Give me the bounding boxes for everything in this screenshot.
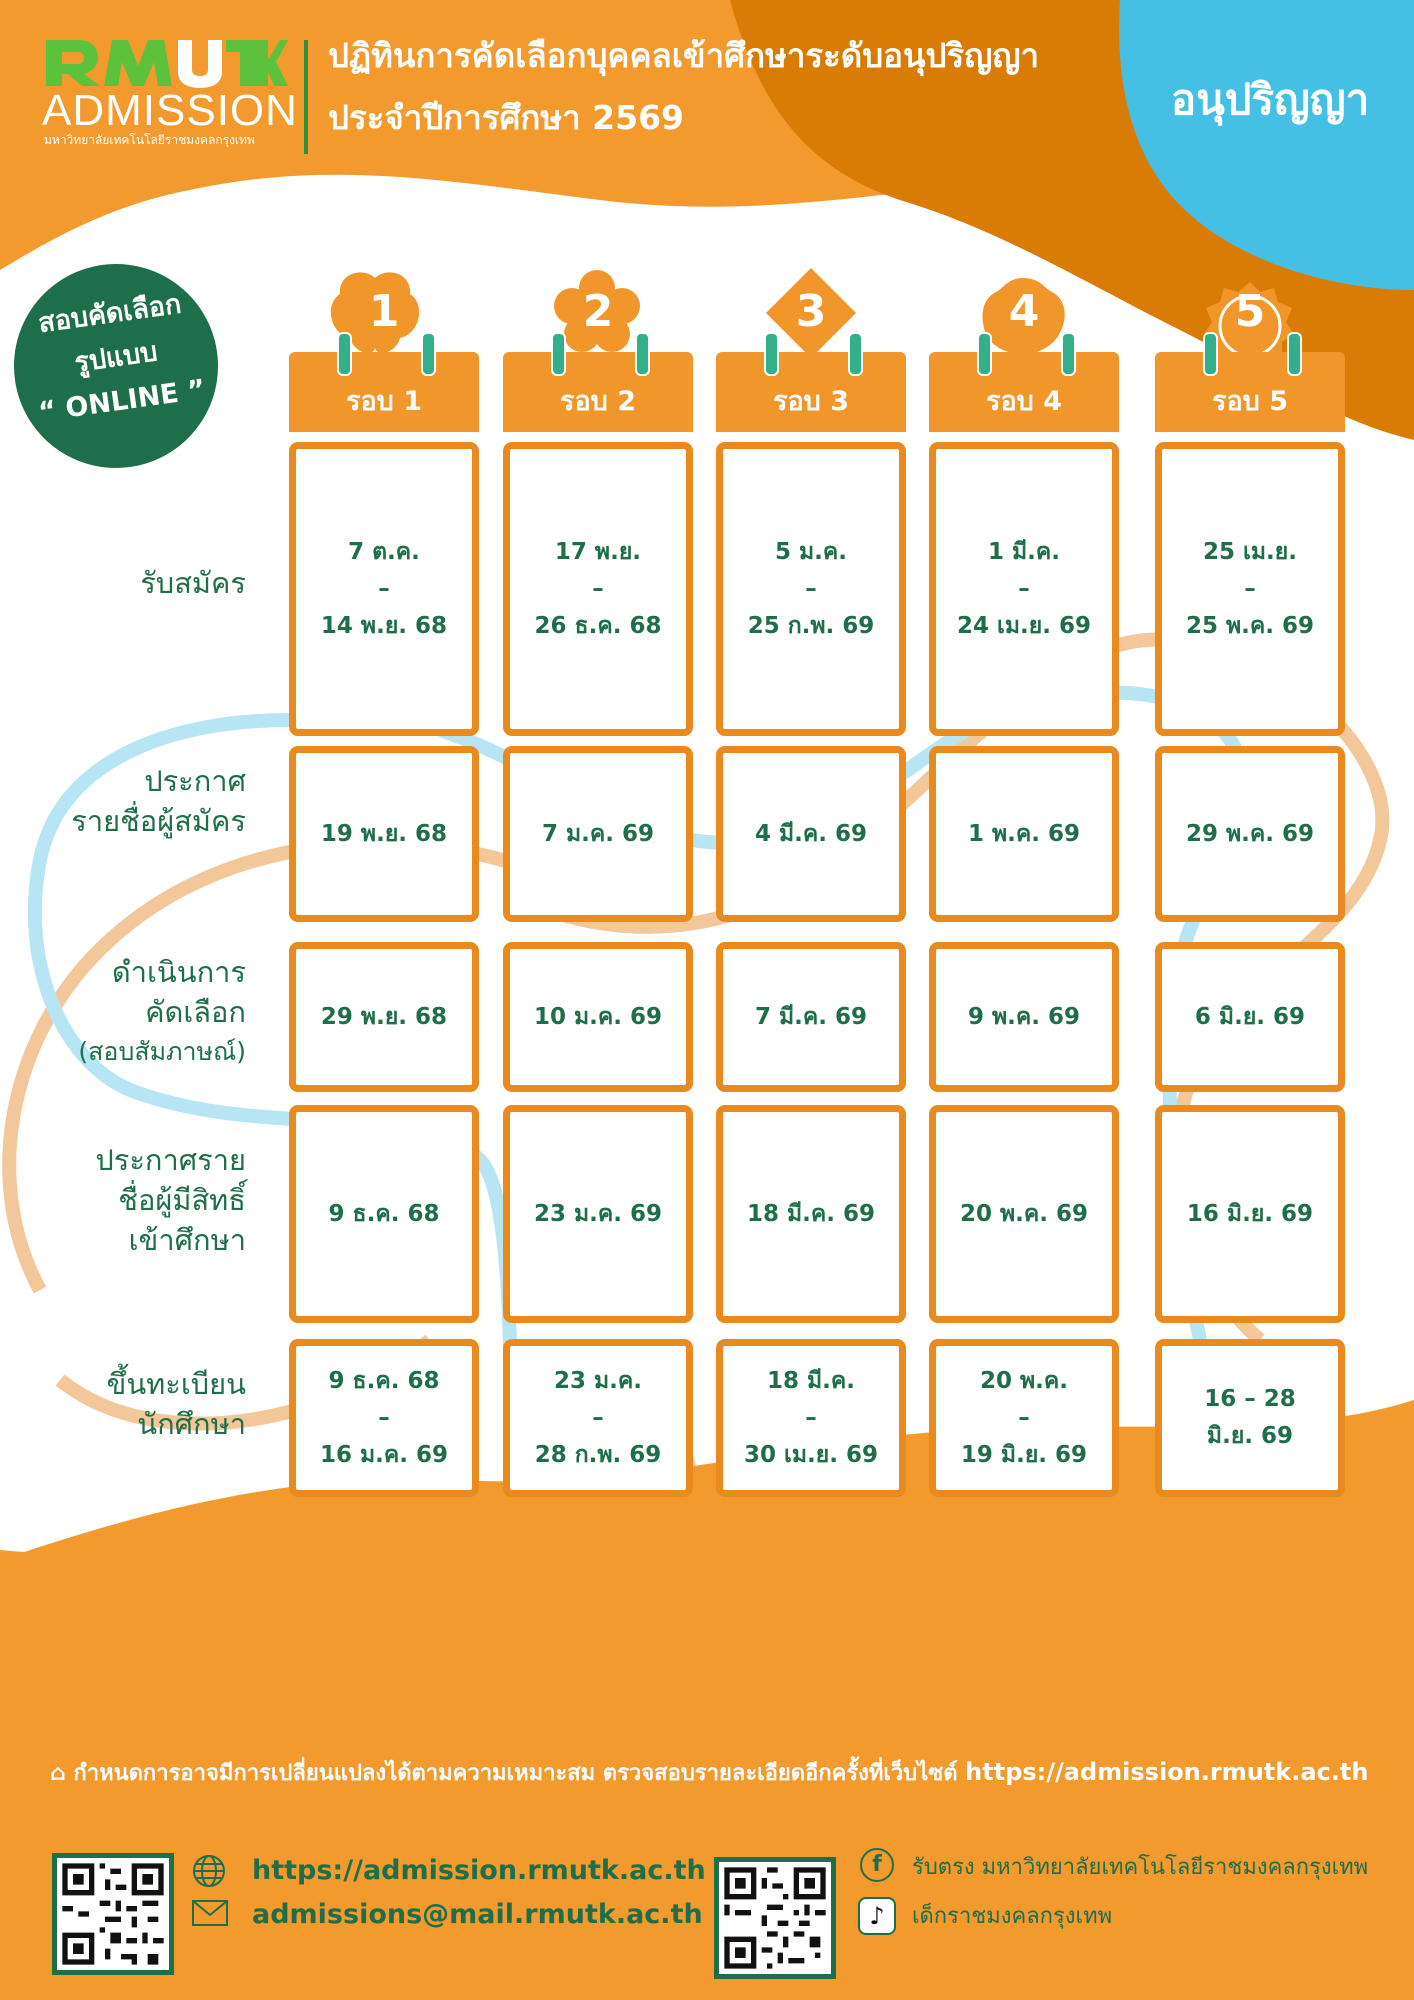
tiktok-account-link[interactable]: เด็กราชมงคลกรุงเทพ [912, 1904, 1113, 1929]
row-label-1 [140, 563, 246, 603]
round-3-label: รอบ 3 [772, 386, 850, 417]
schedule-cell: 20 พ.ค. – 19 มิ.ย. 69 [929, 1339, 1119, 1497]
round-1-tab [289, 352, 479, 432]
row-label-text: ประกาศราย ชื่อผู้มีสิทธิ์ เข้าศึกษา [95, 1143, 246, 1257]
round-1-number: 1 [368, 286, 400, 337]
round-1-label: รอบ 1 [345, 386, 423, 417]
schedule-cell: 6 มิ.ย. 69 [1155, 942, 1345, 1092]
globe-icon [192, 1854, 226, 1888]
row-label-text: รับสมัคร [140, 566, 246, 600]
round-5-tab [1155, 352, 1345, 432]
row-label-4 [95, 1140, 246, 1260]
mail-icon [192, 1900, 228, 1926]
schedule-cell: 1 มี.ค. – 24 เม.ย. 69 [929, 442, 1119, 736]
calendar-ring-icon [1287, 332, 1302, 376]
schedule-cell: 1 พ.ค. 69 [929, 746, 1119, 922]
round-2-tab [503, 352, 693, 432]
email-link[interactable]: admissions@mail.rmutk.ac.th [252, 1899, 703, 1930]
schedule-cell: 5 ม.ค. – 25 ก.พ. 69 [716, 442, 906, 736]
logo-admission-text: ADMISSION [42, 86, 298, 135]
row-label-text: ประกาศ รายชื่อผู้สมัคร [71, 764, 246, 838]
schedule-cell: 29 พ.ย. 68 [289, 942, 479, 1092]
schedule-cell: 18 มี.ค. 69 [716, 1105, 906, 1323]
online-badge-text [6, 278, 226, 437]
schedule-cell: 17 พ.ย. – 26 ธ.ค. 68 [503, 442, 693, 736]
row-label-2 [71, 761, 246, 841]
schedule-cell: 9 ธ.ค. 68 [289, 1105, 479, 1323]
calendar-ring-icon [848, 332, 863, 376]
website-link[interactable]: https://admission.rmutk.ac.th [252, 1855, 706, 1886]
header-divider [304, 40, 308, 154]
level-label: อนุปริญญา [1170, 75, 1370, 124]
row-label-text: ขึ้นทะเบียน นักศึกษา [106, 1367, 246, 1441]
schedule-cell: 25 เม.ย. – 25 พ.ค. 69 [1155, 442, 1345, 736]
schedule-cell: 16 มิ.ย. 69 [1155, 1105, 1345, 1323]
schedule-cell: 23 ม.ค. 69 [503, 1105, 693, 1323]
round-2-number: 2 [582, 286, 614, 337]
calendar-ring-icon [635, 332, 650, 376]
row-label-text: ดำเนินการ คัดเลือก [111, 955, 246, 1029]
round-3-tab [716, 352, 906, 432]
schedule-cell: 9 ธ.ค. 68 – 16 ม.ค. 69 [289, 1339, 479, 1497]
facebook-page-link[interactable]: รับตรง มหาวิทยาลัยเทคโนโลยีราชมงคลกรุงเทพ [912, 1855, 1369, 1880]
schedule-cell: 4 มี.ค. 69 [716, 746, 906, 922]
facebook-icon: f [860, 1848, 894, 1882]
note-icon: ⌂ [50, 1761, 66, 1786]
schedule-note [50, 1757, 1368, 1789]
row-label-3 [78, 952, 246, 1072]
schedule-cell: 10 ม.ค. 69 [503, 942, 693, 1092]
round-5-number: 5 [1234, 286, 1266, 337]
schedule-cell: 20 พ.ค. 69 [929, 1105, 1119, 1323]
schedule-cell: 7 ต.ค. – 14 พ.ย. 68 [289, 442, 479, 736]
round-4-number: 4 [1008, 286, 1040, 337]
schedule-cell: 29 พ.ค. 69 [1155, 746, 1345, 922]
round-5-label: รอบ 5 [1211, 386, 1289, 417]
website-qr-code[interactable] [52, 1853, 174, 1975]
row-label-5 [107, 1364, 246, 1444]
round-3-number: 3 [795, 286, 827, 337]
tiktok-icon: ♪ [858, 1897, 896, 1935]
round-4-tab [929, 352, 1119, 432]
badge-line-3: “ ONLINE ” [36, 374, 208, 429]
schedule-cell: 18 มี.ค. – 30 เม.ย. 69 [716, 1339, 906, 1497]
schedule-cell: 9 พ.ค. 69 [929, 942, 1119, 1092]
schedule-cell: 19 พ.ย. 68 [289, 746, 479, 922]
row-sublabel-text: (สอบสัมภาษณ์) [78, 1037, 246, 1066]
rmutk-logo [42, 36, 288, 90]
schedule-cell: 7 มี.ค. 69 [716, 942, 906, 1092]
schedule-cell: 23 ม.ค. – 28 ก.พ. 69 [503, 1339, 693, 1497]
social-qr-code[interactable] [714, 1857, 836, 1979]
schedule-cell: 16 – 28 มิ.ย. 69 [1155, 1339, 1345, 1497]
note-text: กำหนดการอาจมีการเปลี่ยนแปลงได้ตามความเหมาะสม ตรวจสอบรายละเอียดอีกครั้งที่เว็บไซต์ [73, 1761, 958, 1786]
badge-line-1: สอบคัดเลือก [36, 288, 184, 340]
round-4-label: รอบ 4 [985, 386, 1063, 417]
note-url-link[interactable]: https://admission.rmutk.ac.th [965, 1758, 1369, 1786]
badge-line-2: รูปแบบ [72, 336, 160, 379]
calendar-ring-icon [421, 332, 436, 376]
logo-subtitle: มหาวิทยาลัยเทคโนโลยีราชมงคลกรุงเทพ [44, 133, 255, 147]
schedule-cell: 7 ม.ค. 69 [503, 746, 693, 922]
round-2-label: รอบ 2 [559, 386, 637, 417]
page-title: ปฏิทินการคัดเลือกบุคคลเข้าศึกษาระดับอนุปริญญา [328, 36, 1039, 75]
calendar-ring-icon [1061, 332, 1076, 376]
page-subtitle: ประจำปีการศึกษา 2569 [328, 98, 684, 137]
